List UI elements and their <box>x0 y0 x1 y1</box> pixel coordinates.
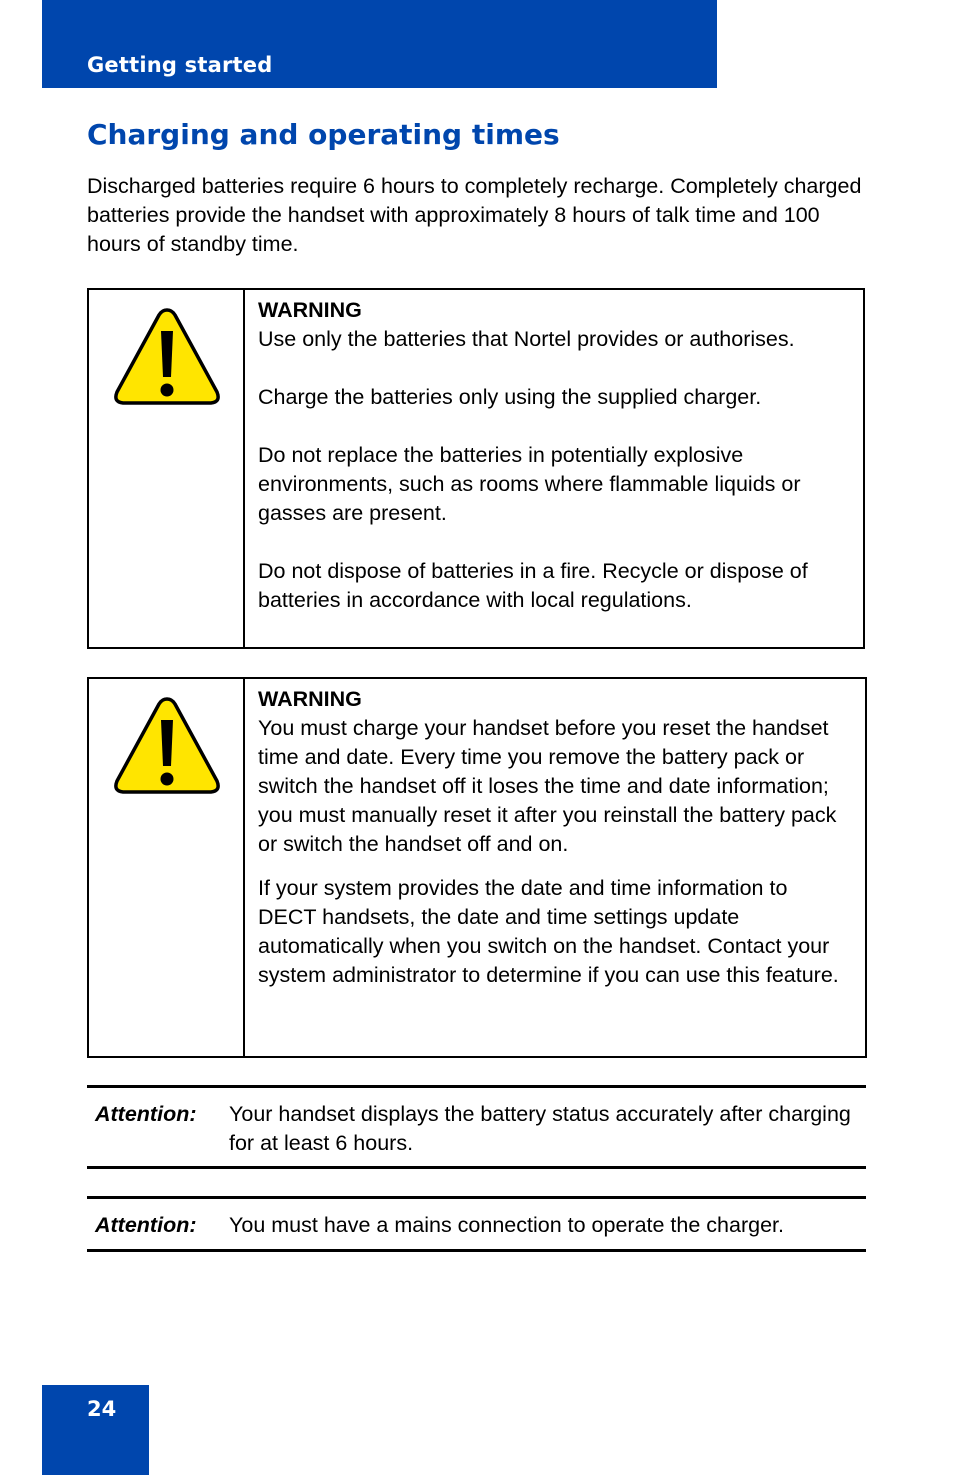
attention-label: Attention: <box>95 1213 197 1237</box>
attention-text: You must have a mains connection to operate the charger. <box>229 1213 784 1237</box>
attention-label: Attention: <box>95 1102 197 1126</box>
page-number: 24 <box>87 1397 117 1421</box>
header-bar <box>42 0 717 88</box>
warning-text <box>258 685 851 990</box>
warning-paragraph: Do not replace the batteries in potentially explosive environments, such as rooms where flammable liquids or gasses are present. <box>258 443 801 525</box>
warning-icon-cell <box>89 679 245 1056</box>
warning-paragraph: Charge the batteries only using the supplied charger. <box>258 385 762 409</box>
warning-icon-cell <box>89 290 245 647</box>
warning-box-time-date <box>87 677 867 1058</box>
intro-paragraph: Discharged batteries require 6 hours to completely recharge. Completely charged batteries provide the handset with approximately 8 hours of talk time and 100 hours of standby time. <box>87 174 862 256</box>
warning-heading: WARNING <box>258 687 362 711</box>
warning-paragraph: Do not dispose of batteries in a fire. Recycle or dispose of batteries in accordance with local regulations. <box>258 559 808 612</box>
warning-paragraph: You must charge your handset before you reset the handset time and date. Every time you remove the battery pack or switch the handset off it loses the time and date information; you must manually reset it after you reinstall the battery pack or switch the handset off and on. <box>258 716 837 856</box>
warning-triangle-icon <box>111 693 223 799</box>
warning-triangle-icon <box>111 304 223 410</box>
footer-bar <box>42 1385 149 1475</box>
attention-note-battery-status <box>87 1085 866 1169</box>
warning-heading: WARNING <box>258 298 362 322</box>
page-title: Charging and operating times <box>87 118 560 151</box>
warning-text <box>258 296 849 615</box>
warning-paragraph: If your system provides the date and time information to DECT handsets, the date and time settings update automatically when you switch on the handset. Contact your system administrator to determine if you can use this feature. <box>258 876 839 987</box>
attention-note-mains <box>87 1196 866 1252</box>
attention-text: Your handset displays the battery status accurately after charging for at least 6 hours. <box>229 1102 851 1155</box>
warning-box-batteries <box>87 288 865 649</box>
section-label: Getting started <box>87 53 273 77</box>
warning-paragraph: Use only the batteries that Nortel provides or authorises. <box>258 327 795 351</box>
